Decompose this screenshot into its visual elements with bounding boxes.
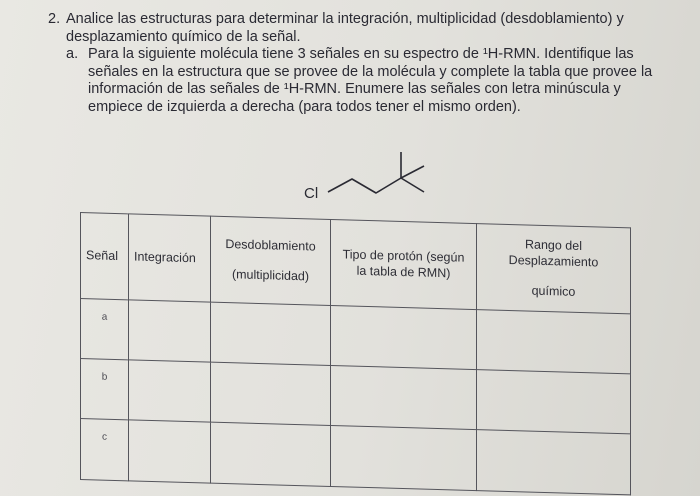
subquestion-line-3: información de las señales de ¹H-RMN. Enumere las señales con letra minúscula y — [88, 81, 621, 97]
multiplicity-cell[interactable] — [211, 362, 331, 426]
subquestion-line-2: señales en la estructura que se provee de la molécula y complete la tabla que provee la — [88, 63, 653, 80]
header-shift-line-3: químico — [531, 283, 576, 300]
question-line-1 — [48, 11, 688, 29]
integration-cell[interactable] — [129, 420, 211, 483]
proton-type-cell[interactable] — [331, 305, 477, 370]
row-signal-label: a — [81, 298, 129, 360]
integration-cell[interactable] — [129, 299, 211, 362]
nmr-signal-table — [80, 212, 631, 495]
header-shift-line-1: Rango del — [525, 237, 582, 254]
chemical-shift-cell[interactable] — [477, 309, 631, 374]
header-chemical-shift — [477, 224, 631, 314]
header-splitting-line-2: (multiplicidad) — [231, 267, 310, 284]
row-signal-label: b — [81, 359, 129, 421]
integration-cell[interactable] — [129, 360, 211, 423]
proton-type-cell[interactable] — [331, 426, 477, 491]
question-number: 2. — [48, 11, 61, 27]
header-proton-type-line-1: Tipo de protón (según — [342, 247, 465, 265]
subquestion-text-1: Para la siguiente molécula tiene 3 señales en su espectro de ¹H-RMN. Identifique las — [88, 46, 634, 62]
header-integration: Integración — [129, 214, 211, 302]
row-signal-label: c — [81, 419, 129, 481]
question-line-2: desplazamiento químico de la señal. — [66, 28, 301, 45]
header-shift-line-2: Desplazamiento — [508, 253, 599, 270]
header-splitting — [211, 216, 331, 305]
chemical-shift-cell[interactable] — [477, 430, 631, 495]
table-header-row — [81, 213, 631, 314]
question-text-1: Analice las estructuras para determinar la integración, multiplicidad (desdoblamiento) y — [66, 11, 624, 27]
methyl-bond-right-down — [401, 178, 424, 192]
subquestion-line-1 — [48, 46, 688, 64]
multiplicity-cell[interactable] — [211, 423, 331, 487]
multiplicity-cell[interactable] — [211, 302, 331, 366]
header-signal: Señal — [81, 213, 129, 300]
header-proton-type-line-2: la tabla de RMN) — [356, 263, 451, 281]
subquestion-letter: a. — [66, 46, 79, 62]
header-splitting-line-1: Desdoblamiento — [225, 237, 316, 254]
methyl-bond-right-up — [401, 166, 424, 178]
chlorine-label: Cl — [304, 185, 319, 202]
proton-type-cell[interactable] — [331, 365, 477, 430]
subquestion-line-4: empiece de izquierda a derecha (para todos tener el mismo orden). — [88, 98, 521, 115]
question-block — [48, 11, 688, 116]
nmr-table-wrap — [80, 212, 630, 480]
chemical-shift-cell[interactable] — [477, 370, 631, 435]
carbon-chain-bonds — [328, 178, 401, 193]
molecule-structure — [300, 142, 450, 212]
header-proton-type — [331, 219, 477, 309]
